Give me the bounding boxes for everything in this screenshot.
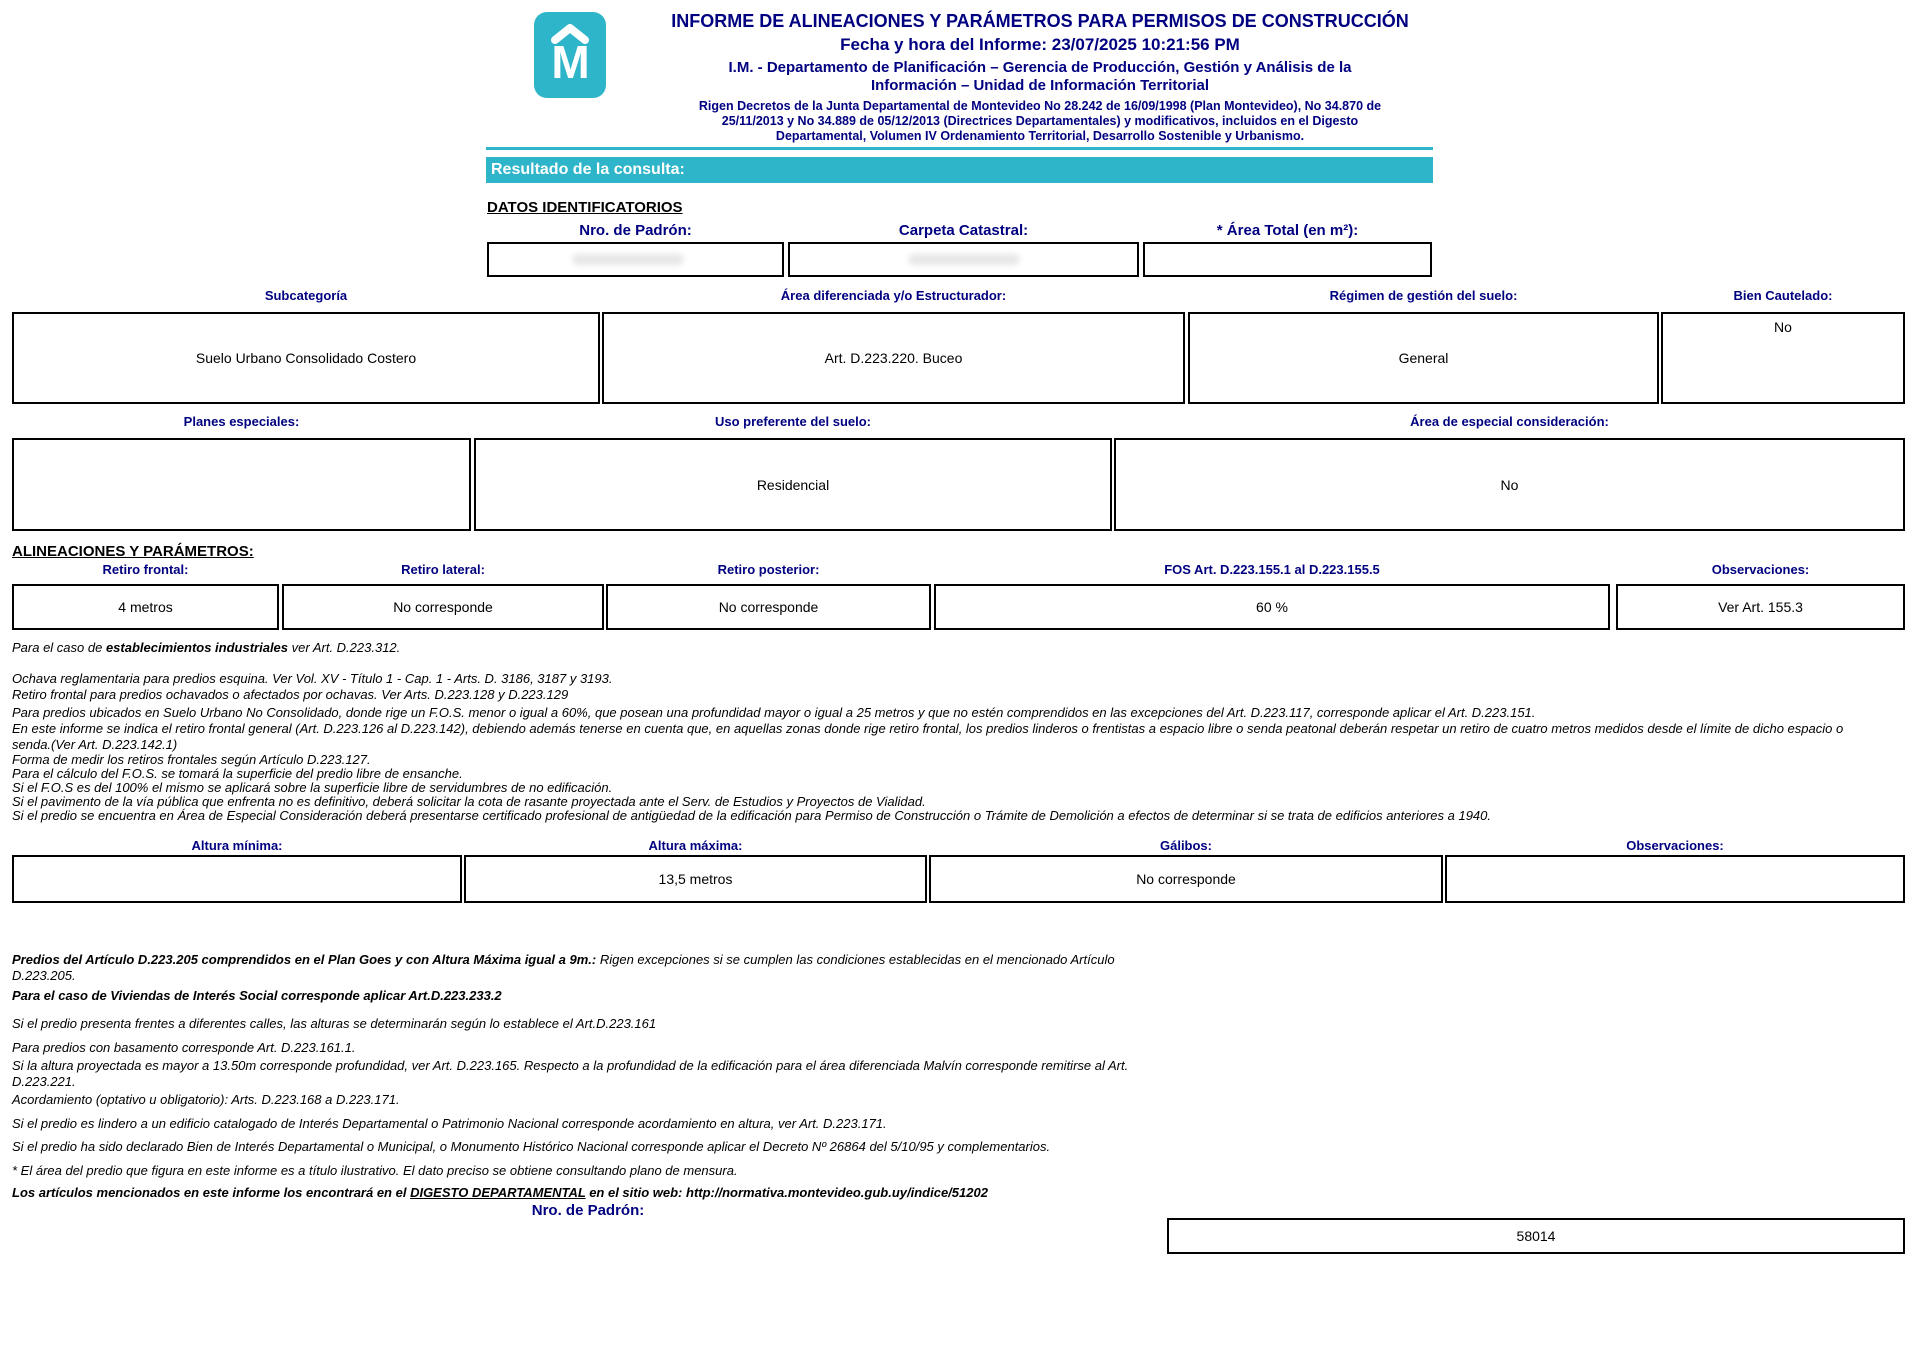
result-bar-label: Resultado de la consulta: xyxy=(491,161,685,178)
redacted-value-smudge xyxy=(573,254,683,265)
cell-observaciones-alturas xyxy=(1445,855,1905,903)
fine-print-line: Si el predio se encuentra en Área de Especial Consideración deberá presentarse certificado profesional de antigüedad de la edificación para Permiso de Construcción o Trámite de Demolición a efectos de determinar si se trata de edificios anteriores a 1940. xyxy=(12,808,1491,823)
cell-regimen-gestion: General xyxy=(1188,312,1659,404)
padron-input[interactable] xyxy=(487,242,784,277)
padron-label: Nro. de Padrón: xyxy=(579,222,692,239)
header-altura-maxima: Altura máxima: xyxy=(648,838,743,853)
fine-print-line: Ochava reglamentaria para predios esquina. Ver Vol. XV - Título 1 - Cap. 1 - Arts. D. 3186, 3187 y 3193. xyxy=(12,671,613,686)
cell-area-especial: No xyxy=(1114,438,1905,531)
fine-print-line: En este informe se indica el retiro frontal general (Art. D.223.126 al D.223.142), debiendo además tenerse en cuenta que, en aquellas zonas donde rige retiro frontal, los predios linderos o frentistas a espacio libre o senda peatonal deberán respetar un retiro de cuatro metros medidos desde el límite de dicho espacio o xyxy=(12,721,1844,736)
redacted-value-smudge xyxy=(909,254,1019,265)
note-line: * El área del predio que figura en este informe es a título ilustrativo. El dato preciso se obtiene consultando plano de mensura. xyxy=(12,1163,738,1178)
fine-print-line: Retiro frontal para predios ochavados o afectados por ochavas. Ver Arts. D.223.128 y D.223.129 xyxy=(12,687,569,702)
cell-subcategoria: Suelo Urbano Consolidado Costero xyxy=(12,312,600,404)
note-line: Para predios con basamento corresponde Art. D.223.161.1. xyxy=(12,1040,356,1055)
report-datetime: Fecha y hora del Informe: 23/07/2025 10:21:56 PM xyxy=(840,35,1240,54)
department-line: I.M. - Departamento de Planificación – Gerencia de Producción, Gestión y Análisis de la xyxy=(728,59,1352,76)
fine-print-line: Para el caso de establecimientos industriales ver Art. D.223.312. xyxy=(12,640,401,655)
decree-line: 25/11/2013 y No 34.889 de 05/12/2013 (Directrices Departamentales) y modificativos, incluidos en el Digesto xyxy=(721,114,1359,128)
cell-planes-especiales xyxy=(12,438,471,531)
note-line: D.223.221. xyxy=(12,1074,76,1089)
result-bar xyxy=(486,157,1433,183)
note-line: D.223.205. xyxy=(12,968,76,983)
header-altura-minima: Altura mínima: xyxy=(191,838,283,853)
cell-fos: 60 % xyxy=(934,584,1610,630)
cell-galibos: No corresponde xyxy=(929,855,1443,903)
cell-retiro-frontal: 4 metros xyxy=(12,584,279,630)
note-line: Si el predio ha sido declarado Bien de Interés Departamental o Municipal, o Monumento Histórico Nacional corresponde aplicar el Decreto Nº 26864 del 5/10/95 y complementarios. xyxy=(12,1139,1051,1154)
carpeta-input[interactable] xyxy=(788,242,1139,277)
header-galibos: Gálibos: xyxy=(1159,838,1212,853)
cell-bien-cautelado: No xyxy=(1661,312,1905,404)
section-title-alineaciones: ALINEACIONES Y PARÁMETROS: xyxy=(12,543,254,560)
note-line: Predios del Artículo D.223.205 comprendidos en el Plan Goes y con Altura Máxima igual a 9m.: Rigen excepciones si se cumplen las condiciones establecidas en el mencionado Artículo xyxy=(12,952,1115,967)
area-total-label: * Área Total (en m²): xyxy=(1216,222,1359,239)
digesto-url[interactable]: http://normativa.montevideo.gub.uy/indice/51202 xyxy=(686,1185,988,1200)
header-retiro-frontal: Retiro frontal: xyxy=(102,562,189,577)
fine-print-line: Forma de medir los retiros frontales según Artículo D.223.127. xyxy=(12,752,371,767)
cell-retiro-posterior: No corresponde xyxy=(606,584,931,630)
note-line: Acordamiento (optativo u obligatorio): Arts. D.223.168 a D.223.171. xyxy=(12,1092,400,1107)
header-area-diferenciada: Área diferenciada y/o Estructurador: xyxy=(780,288,1007,303)
logo-letter: M xyxy=(551,36,589,88)
header-area-especial: Área de especial consideración: xyxy=(1410,414,1609,429)
fine-print-line: Si el F.O.S es del 100% el mismo se aplicará sobre la superficie libre de servidumbres de no edificación. xyxy=(12,780,613,795)
fine-print-line: Para predios ubicados en Suelo Urbano No Consolidado, donde rige un F.O.S. menor o igual a 60%, que posean una profundidad mayor o igual a 25 metros y que no estén comprendidos en las excepciones del Art. D.223.117, corresponde aplicar el Art. D.223.151. xyxy=(12,705,1536,720)
carpeta-label: Carpeta Catastral: xyxy=(898,222,1029,239)
report-header xyxy=(560,10,1520,144)
header-fos: FOS Art. D.223.155.1 al D.223.155.5 xyxy=(1164,562,1380,577)
decree-line: Rigen Decretos de la Junta Departamental de Montevideo No 28.242 de 16/09/1998 (Plan Montevideo), No 34.870 de xyxy=(698,99,1382,113)
header-uso-preferente: Uso preferente del suelo: xyxy=(714,414,872,429)
cell-retiro-lateral: No corresponde xyxy=(282,584,604,630)
cell-observaciones-retiros: Ver Art. 155.3 xyxy=(1616,584,1905,630)
cell-uso-preferente: Residencial xyxy=(474,438,1112,531)
header-observaciones-retiros: Observaciones: xyxy=(1711,562,1810,577)
notes-block xyxy=(12,952,1908,1201)
note-line: Si la altura proyectada es mayor a 13.50m corresponde profundidad, ver Art. D.223.165. Respecto a la profundidad de la edificación para el área diferenciada Malvín corresponde remitirse al Art. xyxy=(12,1058,1129,1073)
section-title-datos: DATOS IDENTIFICATORIOS xyxy=(487,199,683,216)
digesto-note: Los artículos mencionados en este informe los encontrará en el DIGESTO DEPARTAMENTAL en el sitio web: http://normativa.montevideo.gub.uy/indice/51202 xyxy=(12,1185,988,1200)
header-planes-especiales: Planes especiales: xyxy=(183,414,300,429)
cell-altura-minima xyxy=(12,855,462,903)
fine-print-line: Para el cálculo del F.O.S. se tomará la superficie del predio libre de ensanche. xyxy=(12,766,463,781)
digesto-link[interactable]: DIGESTO DEPARTAMENTAL xyxy=(410,1185,586,1200)
header-divider xyxy=(486,147,1433,150)
header-observaciones-alturas: Observaciones: xyxy=(1626,838,1724,853)
footer-padron-input[interactable]: 58014 xyxy=(1167,1218,1905,1254)
header-retiro-lateral: Retiro lateral: xyxy=(401,562,485,577)
note-line: Si el predio presenta frentes a diferentes calles, las alturas se determinarán según lo establece el Art.D.223.161 xyxy=(12,1016,657,1031)
report-title: INFORME DE ALINEACIONES Y PARÁMETROS PARA PERMISOS DE CONSTRUCCIÓN xyxy=(671,11,1409,31)
header-bien-cautelado: Bien Cautelado: xyxy=(1733,288,1833,303)
cell-altura-maxima: 13,5 metros xyxy=(464,855,927,903)
department-line: Información – Unidad de Información Territorial xyxy=(870,77,1210,94)
header-regimen-gestion: Régimen de gestión del suelo: xyxy=(1329,288,1518,303)
area-total-input[interactable] xyxy=(1143,242,1432,277)
fine-print-line: senda.(Ver Art. D.223.142.1) xyxy=(12,737,178,752)
note-line: Para el caso de Viviendas de Interés Social corresponde aplicar Art.D.223.233.2 xyxy=(12,988,502,1003)
fine-print-line: Si el pavimento de la vía pública que enfrenta no es definitivo, deberá solicitar la cota de rasante proyectada ante el Serv. de Estudios y Proyectos de Vialidad. xyxy=(12,794,926,809)
decree-line: Departamental, Volumen IV Ordenamiento Territorial, Desarrollo Sostenible y Urbanismo. xyxy=(775,129,1305,143)
footer-padron-label: Nro. de Padrón: xyxy=(531,1202,645,1219)
fine-print-block xyxy=(12,640,1908,823)
cell-area-diferenciada: Art. D.223.220. Buceo xyxy=(602,312,1185,404)
header-subcategoria: Subcategoría xyxy=(264,288,348,303)
header-retiro-posterior: Retiro posterior: xyxy=(717,562,820,577)
note-line: Si el predio es lindero a un edificio catalogado de Interés Departamental o Patrimonio Nacional corresponde acordamiento en altura, ver Art. D.223.171. xyxy=(12,1116,887,1131)
